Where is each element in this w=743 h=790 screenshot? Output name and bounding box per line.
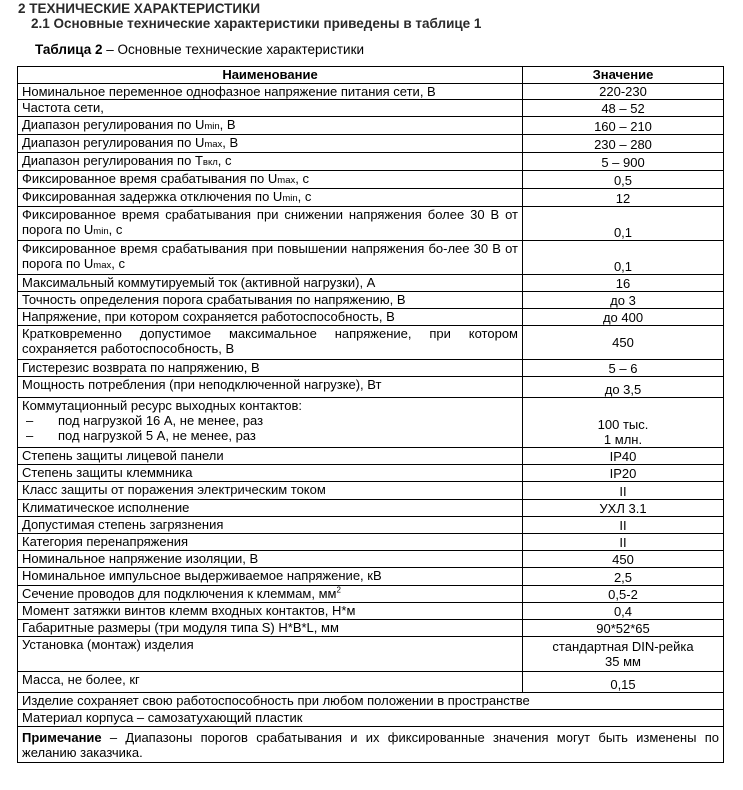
table-header-row — [18, 67, 724, 84]
row-value: 5 – 900 — [523, 153, 724, 171]
table-row — [18, 326, 724, 360]
row-value: 0,5-2 — [523, 586, 724, 603]
table-row — [18, 637, 724, 672]
table-row — [18, 84, 724, 100]
table-row — [18, 398, 724, 448]
table-caption — [35, 42, 364, 58]
row-name: Точность определения порога срабатывания по напряжению, В — [18, 292, 523, 309]
table-row — [18, 117, 724, 135]
table-row — [18, 100, 724, 117]
table-full-row — [18, 693, 724, 710]
section-heading: 2 ТЕХНИЧЕСКИЕ ХАРАКТЕРИСТИКИ — [18, 1, 261, 16]
row-value: 0,4 — [523, 603, 724, 620]
row-name: Мощность потребления (при неподключенной нагрузке), Вт — [18, 377, 523, 398]
table-row — [18, 586, 724, 603]
spec-table — [17, 66, 724, 763]
row-name: Фиксированное время срабатывания при снижении напряжения более 30 В от порога по Umin, с — [18, 207, 523, 241]
row-value: 16 — [523, 275, 724, 292]
row-name: Номинальное импульсное выдерживаемое напряжение, кВ — [18, 568, 523, 586]
row-name: Максимальный коммутируемый ток (активной нагрузки), А — [18, 275, 523, 292]
row-name: Степень защиты клеммника — [18, 465, 523, 482]
row-name: Кратковременно допустимое максимальное напряжение, при котором сохраняется работоспособность, В — [18, 326, 523, 360]
row-name: Диапазон регулирования по Tвкл, с — [18, 153, 523, 171]
table-row — [18, 500, 724, 517]
row-value: стандартная DIN-рейка 35 мм — [523, 637, 724, 672]
row-value: 160 – 210 — [523, 117, 724, 135]
row-name: Номинальное напряжение изоляции, В — [18, 551, 523, 568]
row-value: 220-230 — [523, 84, 724, 100]
row-value: 90*52*65 — [523, 620, 724, 637]
row-value: 0,15 — [523, 672, 724, 693]
row-name: Фиксированная задержка отключения по Umin, с — [18, 189, 523, 207]
full-row-text: Материал корпуса – самозатухающий пластик — [18, 710, 724, 727]
table-row — [18, 603, 724, 620]
table-row — [18, 517, 724, 534]
table-row — [18, 482, 724, 500]
row-value: 450 — [523, 551, 724, 568]
resource-title: Коммутационный ресурс выходных контактов: — [22, 398, 302, 413]
row-value: II — [523, 534, 724, 551]
note-label: Примечание — [22, 729, 102, 745]
row-name: Диапазон регулирования по Umax, В — [18, 135, 523, 153]
header-name: Наименование — [18, 67, 523, 84]
table-full-row — [18, 710, 724, 727]
row-value: УХЛ 3.1 — [523, 500, 724, 517]
row-value: до 3 — [523, 292, 724, 309]
note-text — [18, 727, 724, 763]
row-name: Момент затяжки винтов клемм входных контактов, Н*м — [18, 603, 523, 620]
row-value: 450 — [523, 326, 724, 360]
table-row — [18, 189, 724, 207]
row-value: IP20 — [523, 465, 724, 482]
row-name: Диапазон регулирования по Umin, В — [18, 117, 523, 135]
table-row — [18, 309, 724, 326]
table-row — [18, 620, 724, 637]
row-value: 0,5 — [523, 171, 724, 189]
row-name: Степень защиты лицевой панели — [18, 448, 523, 465]
row-value: до 400 — [523, 309, 724, 326]
table-row — [18, 207, 724, 241]
row-name: Габаритные размеры (три модуля типа S) Н*В*L, мм — [18, 620, 523, 637]
table-row — [18, 135, 724, 153]
note-body: – Диапазоны порогов срабатывания и их фиксированные значения могут быть изменены по желанию заказчика. — [22, 729, 719, 760]
row-value: 0,1 — [523, 207, 724, 241]
row-value — [523, 398, 724, 448]
row-value: 12 — [523, 189, 724, 207]
row-value: 5 – 6 — [523, 360, 724, 377]
row-value: 230 – 280 — [523, 135, 724, 153]
table-row — [18, 360, 724, 377]
resource-sub-1: – под нагрузкой 16 А, не менее, раз — [26, 413, 264, 428]
table-row — [18, 377, 724, 398]
row-name: Климатическое исполнение — [18, 500, 523, 517]
header-value: Значение — [523, 67, 724, 84]
subsection-heading: 2.1 Основные технические характеристики приведены в таблице 1 — [31, 16, 482, 31]
row-name: Гистерезис возврата по напряжению, В — [18, 360, 523, 377]
full-row-text: Изделие сохраняет свою работоспособность при любом положении в пространстве — [18, 693, 724, 710]
row-value: IP40 — [523, 448, 724, 465]
table-row — [18, 241, 724, 275]
row-name: Фиксированное время срабатывания по Umax, с — [18, 171, 523, 189]
table-row — [18, 568, 724, 586]
row-value: II — [523, 482, 724, 500]
table-row — [18, 551, 724, 568]
row-name: Категория перенапряжения — [18, 534, 523, 551]
row-name: Фиксированное время срабатывания при повышении напряжения бо-лее 30 В от порога по Umax, с — [18, 241, 523, 275]
resource-value-1: 100 тыс. — [597, 417, 649, 432]
table-row — [18, 171, 724, 189]
table-caption-text: – Основные технические характеристики — [102, 42, 365, 57]
row-name: Напряжение, при котором сохраняется работоспособность, В — [18, 309, 523, 326]
row-name: Масса, не более, кг — [18, 672, 523, 693]
resource-sub-2: – под нагрузкой 5 А, не менее, раз — [26, 428, 256, 443]
table-row — [18, 672, 724, 693]
row-value: 48 – 52 — [523, 100, 724, 117]
resource-value-2: 1 млн. — [603, 432, 643, 447]
row-name: Сечение проводов для подключения к клеммам, $мм^2$ — [18, 586, 523, 603]
row-name: Частота сети, — [18, 100, 523, 117]
table-row — [18, 275, 724, 292]
table-row — [18, 292, 724, 309]
row-name: Класс защиты от поражения электрическим током — [18, 482, 523, 500]
table-row — [18, 465, 724, 482]
row-value: до 3,5 — [523, 377, 724, 398]
table-row — [18, 448, 724, 465]
table-caption-label: Таблица 2 — [35, 42, 103, 57]
row-value: 2,5 — [523, 568, 724, 586]
row-name — [18, 398, 523, 448]
row-value: II — [523, 517, 724, 534]
row-name: Номинальное переменное однофазное напряжение питания сети, В — [18, 84, 523, 100]
row-value: 0,1 — [523, 241, 724, 275]
table-note-row — [18, 727, 724, 763]
row-name: Допустимая степень загрязнения — [18, 517, 523, 534]
row-name: Установка (монтаж) изделия — [18, 637, 523, 672]
table-row — [18, 534, 724, 551]
table-row — [18, 153, 724, 171]
